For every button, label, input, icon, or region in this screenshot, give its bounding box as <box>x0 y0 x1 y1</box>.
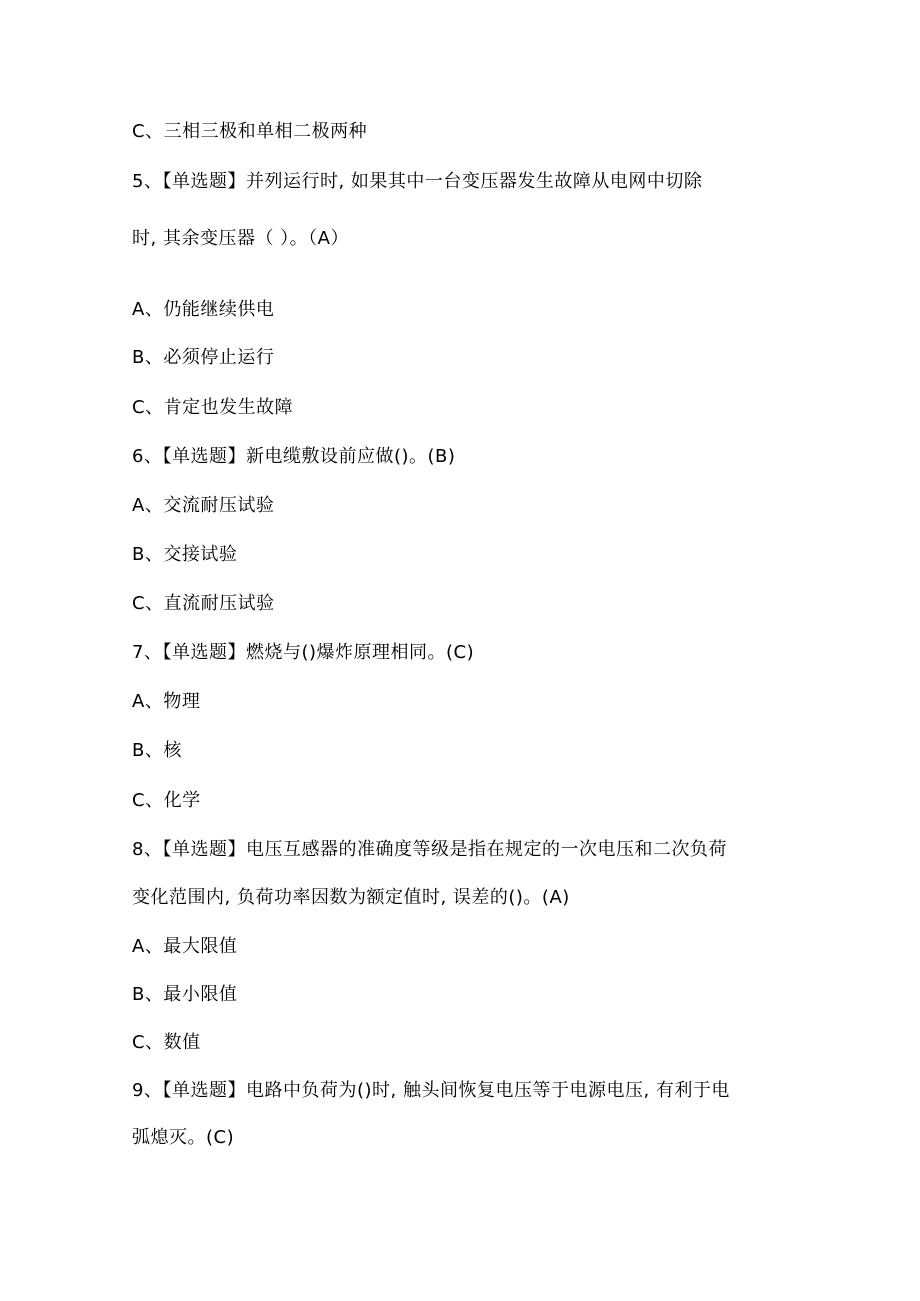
q4-option-c: C、三相三极和单相二极两种 <box>132 121 368 142</box>
q5-option-c: C、肯定也发生故障 <box>132 397 294 418</box>
q9-stem-line-2: 弧熄灭。(C) <box>132 1127 235 1148</box>
q7-stem: 7、【单选题】燃烧与()爆炸原理相同。(C) <box>132 642 475 663</box>
q7-option-c: C、化学 <box>132 790 201 811</box>
q5-stem-line-2: 时, 其余变压器（ ）。（A） <box>132 228 349 249</box>
q8-option-b: B、最小限值 <box>132 984 238 1005</box>
q5-option-a: A、仍能继续供电 <box>132 299 275 320</box>
q5-stem-line-1: 5、【单选题】并列运行时, 如果其中一台变压器发生故障从电网中切除 <box>132 171 703 192</box>
q8-option-a: A、最大限值 <box>132 936 238 957</box>
q9-stem-line-1: 9、【单选题】电路中负荷为()时, 触头间恢复电压等于电源电压, 有利于电 <box>132 1080 730 1101</box>
q8-stem-line-2: 变化范围内, 负荷功率因数为额定值时, 误差的()。(A) <box>132 887 570 908</box>
q6-option-c: C、直流耐压试验 <box>132 593 275 614</box>
q6-stem: 6、【单选题】新电缆敷设前应做()。(B) <box>132 446 456 467</box>
q5-option-b: B、必须停止运行 <box>132 347 275 368</box>
q7-option-b: B、核 <box>132 740 182 761</box>
q8-stem-line-1: 8、【单选题】电压互感器的准确度等级是指在规定的一次电压和二次负荷 <box>132 839 727 860</box>
q6-option-a: A、交流耐压试验 <box>132 495 275 516</box>
q7-option-a: A、物理 <box>132 691 201 712</box>
q8-option-c: C、数值 <box>132 1032 201 1053</box>
q6-option-b: B、交接试验 <box>132 544 238 565</box>
